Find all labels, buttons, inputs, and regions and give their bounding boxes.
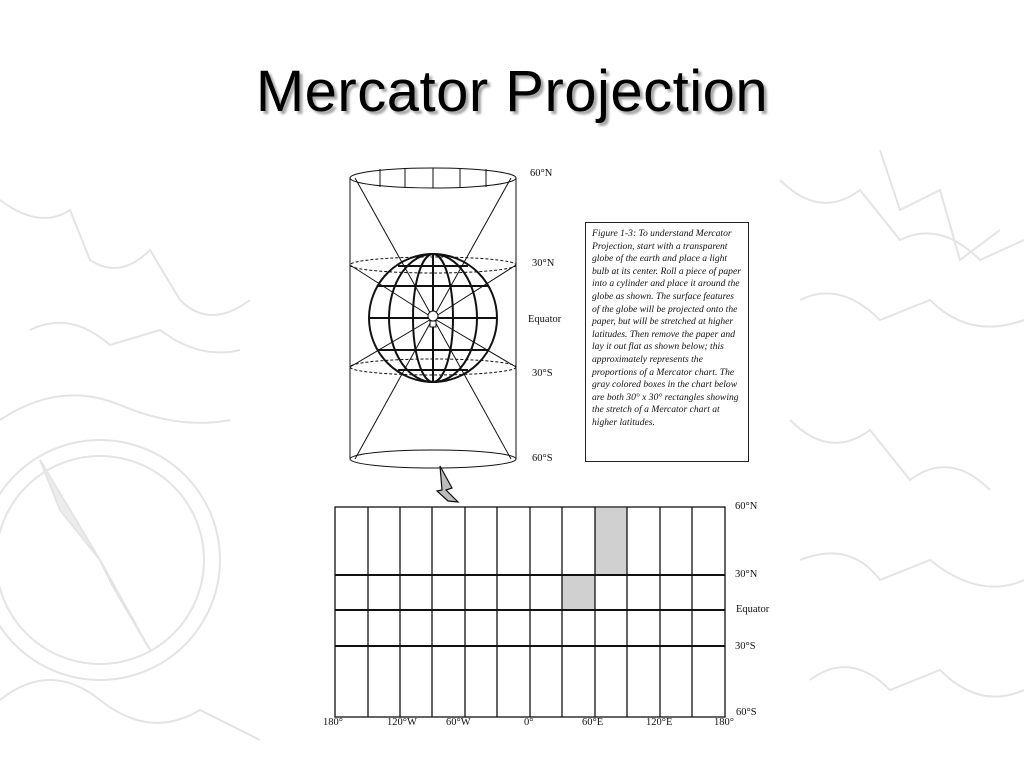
cylinder-label-30n: 30°N [532, 258, 555, 269]
mercator-figure [300, 160, 778, 738]
lon-label-180w: 180° [323, 717, 343, 728]
lon-label-180e: 180° [714, 717, 734, 728]
lon-label-0: 0° [524, 717, 534, 728]
down-arrow-icon [437, 466, 458, 502]
cylinder-bottom-ellipse [350, 450, 516, 468]
mercator-chart [335, 507, 725, 717]
compass-rose-ring [0, 440, 220, 680]
compass-needle [40, 460, 150, 650]
slide-title: Mercator Projection [255, 59, 769, 124]
lon-label-60w: 60°W [446, 717, 471, 728]
shaded-box-low [562, 575, 595, 610]
chart-label-60s: 60°S [736, 707, 757, 718]
cylinder-label-30s: 30°S [532, 368, 553, 379]
cylinder-label-equator: Equator [528, 314, 562, 325]
cylinder-label-60n: 60°N [530, 168, 553, 179]
chart-label-60n: 60°N [735, 501, 758, 512]
chart-label-equator: Equator [736, 604, 770, 615]
lon-label-120e: 120°E [646, 717, 673, 728]
lon-label-60e: 60°E [582, 717, 604, 728]
chart-label-30n: 30°N [735, 569, 758, 580]
shaded-box-high [595, 508, 627, 575]
figure-caption: Figure 1-3: To understand Mercator Projection, start with a transparent globe of the earth and place a light bulb at its center. Roll a piece of paper into a cylinder and place it around the globe as shown. The surface features of the globe will be projected onto the paper, but will be stretched at higher latitudes. Then remove the paper and lay it out flat as shown below; this approximately represents the proportions of a Mercator chart. The gray colored boxes in the chart below are both 30° x 30° rectangles showing the stretch of a Mercator chart at higher latitudes. [585, 222, 749, 462]
light-bulb-icon [428, 311, 438, 327]
lon-label-120w: 120°W [387, 717, 417, 728]
cylinder-label-60s: 60°S [532, 453, 553, 464]
chart-label-30s: 30°S [735, 641, 756, 652]
